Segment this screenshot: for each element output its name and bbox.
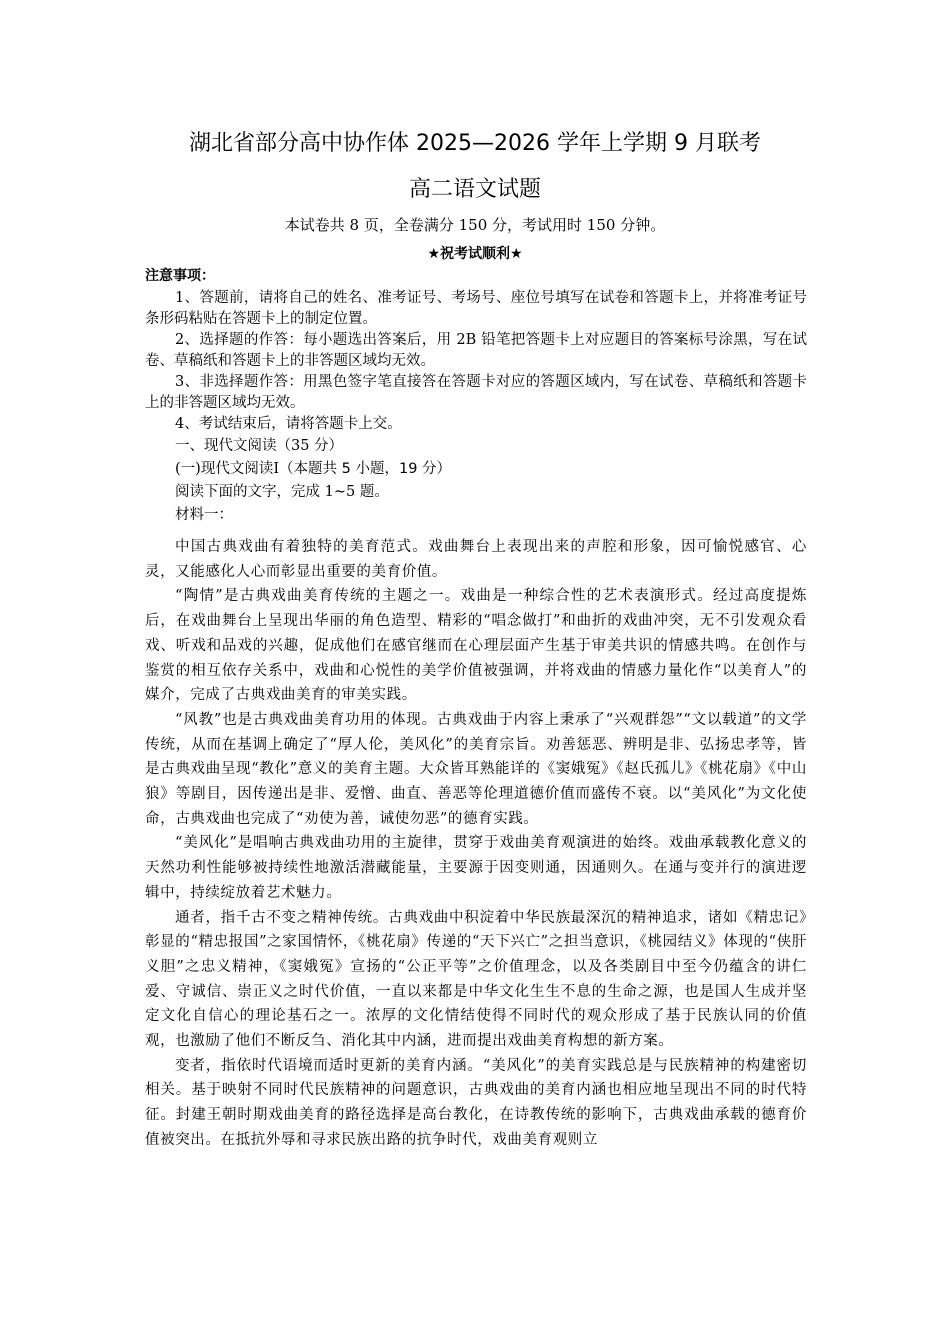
note-item: 3、非选择题作答：用黑色签字笔直接答在答题卡对应的答题区域内，写在试卷、草稿纸和答题卡上的非答题区域均无效。 (145, 374, 807, 411)
material-label: 材料一： (175, 507, 233, 523)
main-content (145, 266, 807, 1153)
passage-paragraph: 中国古典戏曲有着独特的美育范式。戏曲舞台上表现出来的声腔和形象，因可愉悦感官、心灵，又能感化人心而彰显出重要的美育价值。 (145, 539, 807, 580)
passage-paragraph: 变者，指依时代语境而适时更新的美育内涵。“美风化”的美育实践总是与民族精神的构建密切相关。基于映射不同时代民族精神的问题意识，古典戏曲的美育内涵也相应地呈现出不同的时代特征。封建王朝时期戏曲美育的路径选择是高台教化，在诗教传统的影响下，古典戏曲承载的德育价值被突出。在抵抗外辱和寻求民族出路的抗争时代，戏曲美育观则立 (145, 1057, 807, 1148)
sub-section-heading (145, 458, 807, 481)
note-item: 2、选择题的作答：每小题选出答案后，用 2B 铅笔把答题卡上对应题目的答案标号涂黑，写在试卷、草稿纸和答题卡上的非答题区域均无效。 (145, 332, 807, 369)
sub-section-suffix: （本题共 5 小题，19 分） (279, 461, 452, 477)
sub-section-prefix: (一)现代文阅读Ⅰ (175, 461, 280, 477)
passage-body (145, 535, 807, 1153)
passage-paragraph: “陶情”是古典戏曲美育传统的主题之一。戏曲是一种综合性的艺术表演形式。经过高度提炼后，在戏曲舞台上呈现出华丽的角色造型、精彩的“唱念做打”和曲折的戏曲冲突，无不引发观众看戏、听戏和品戏的兴趣，促成他们在感官继而在心理层面产生基于审美共识的情感共鸣。在创作与鉴赏的相互依存关系中，戏曲和心悦性的美学价值被强调，并将戏曲的情感力量化作“以美育人”的媒介，完成了古典戏曲美育的审美实践。 (145, 588, 807, 704)
exam-subtitle: 高二语文试题 (408, 177, 541, 202)
section-heading: 一、现代文阅读（35 分） (175, 438, 344, 454)
passage-paragraph: “风教”也是古典戏曲美育功用的体现。古典戏曲于内容上秉承了“兴观群怨”“文以载道”的文学传统，从而在基调上确定了“厚人伦，美风化”的美育宗旨。劝善惩恶、辨明是非、弘扬忠孝等，皆是古典戏曲呈现“教化”意义的美育主题。大众皆耳熟能详的《窦娥冤》《赵氏孤儿》《桃花扇》《中山狼》等剧目，因传递出是非、爱憎、曲直、善恶等伦理道德价值而盛传不衰。以“美风化”为文化使命，古典戏曲也完成了“劝使为善，诫使勿恶”的德育实践。 (145, 711, 807, 827)
note-item: 4、考试结束后，请将答题卡上交。 (175, 416, 402, 432)
blessing-line: ★祝考试顺利★ (427, 246, 523, 262)
passage-paragraph: “美风化”是唱响古典戏曲功用的主旋律，贯穿于戏曲美育观演进的始终。戏曲承载教化意义的天然功利性能够被持续性地激活潜藏能量，主要源于因变则通，因通则久。在通与变并行的演进逻辑中，持续绽放着艺术魅力。 (145, 835, 807, 901)
notes-heading: 注意事项： (145, 268, 215, 284)
reading-instruction: 阅读下面的文字，完成 1~5 题。 (175, 484, 389, 500)
exam-title: 湖北省部分高中协作体 2025—2026 学年上学期 9 月联考 (189, 131, 761, 156)
note-item: 1、答题前，请将自己的姓名、准考证号、考场号、座位号填写在试卷和答题卡上，并将准考证号条形码粘贴在答题卡上的制定位置。 (145, 290, 807, 327)
exam-info: 本试卷共 8 页，全卷满分 150 分，考试用时 150 分钟。 (284, 216, 666, 234)
passage-paragraph: 通者，指千古不变之精神传统。古典戏曲中积淀着中华民族最深沉的精神追求，诸如《精忠记》彰显的“精忠报国”之家国情怀，《桃花扇》传递的“天下兴亡”之担当意识，《桃园结义》体现的“侠肝义胆”之忠义精神，《窦娥冤》宣扬的“公正平等”之价值理念，以及各类剧目中至今仍蕴含的讲仁爱、守诚信、崇正义之时代价值，一直以来都是中华文化生生不息的生命之源，也是国人生成并坚定文化自信心的理论基石之一。浓厚的文化情结使得不同时代的观众形成了基于民族认同的价值观，也激励了他们不断反刍、消化其中内涵，进而提出戏曲美育构想的新方案。 (145, 909, 807, 1050)
